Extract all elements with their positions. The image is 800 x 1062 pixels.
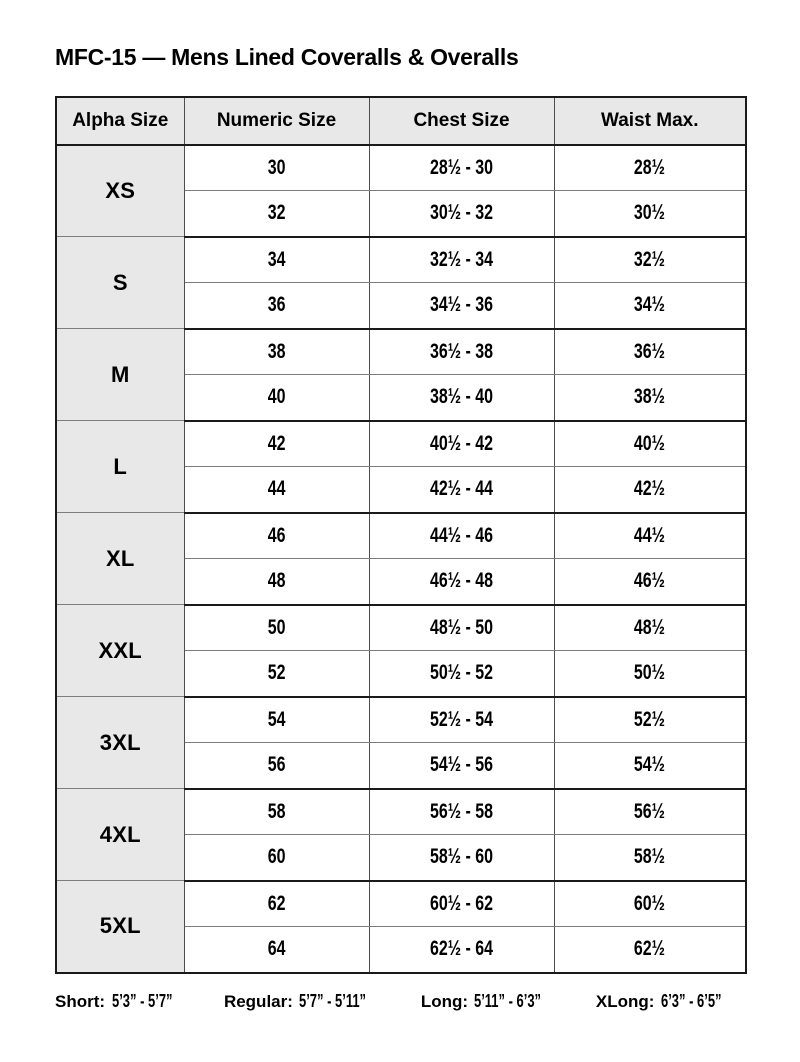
numeric-size-cell — [184, 467, 369, 513]
waist-size-cell — [554, 237, 746, 283]
chest-size-value: 62½ - 64 — [429, 937, 494, 961]
waist-size-value: 30½ — [634, 201, 666, 225]
numeric-size-cell — [184, 881, 369, 927]
waist-size-cell — [554, 467, 746, 513]
header-row — [56, 97, 746, 145]
chest-size-value: 50½ - 52 — [429, 661, 494, 685]
numeric-size-value: 34 — [267, 247, 286, 271]
chest-size-cell — [369, 835, 554, 881]
alpha-size-cell: 4XL — [56, 789, 184, 881]
chest-size-value: 40½ - 42 — [429, 431, 494, 455]
alpha-size-cell: 5XL — [56, 881, 184, 973]
waist-size-value: 34½ — [634, 293, 666, 317]
waist-size-cell — [554, 881, 746, 927]
table-row — [56, 237, 746, 283]
numeric-size-value: 48 — [267, 569, 286, 593]
height-range-xlong — [596, 991, 745, 1012]
numeric-size-cell — [184, 927, 369, 973]
waist-size-value: 44½ — [634, 523, 666, 547]
chest-size-cell — [369, 329, 554, 375]
numeric-size-value: 64 — [267, 937, 286, 961]
waist-size-cell — [554, 513, 746, 559]
chest-size-cell — [369, 375, 554, 421]
waist-size-cell — [554, 559, 746, 605]
chest-size-cell — [369, 697, 554, 743]
chest-size-cell — [369, 927, 554, 973]
chest-size-cell — [369, 467, 554, 513]
numeric-size-value: 60 — [267, 845, 286, 869]
waist-size-value: 38½ — [634, 385, 666, 409]
chest-size-value: 56½ - 58 — [429, 799, 494, 823]
header-waist-max: Waist Max. — [554, 97, 746, 145]
waist-size-cell — [554, 329, 746, 375]
chest-size-value: 28½ - 30 — [429, 155, 494, 179]
numeric-size-value: 50 — [267, 615, 286, 639]
alpha-size-cell: XL — [56, 513, 184, 605]
waist-size-cell — [554, 421, 746, 467]
waist-size-value: 54½ — [634, 753, 666, 777]
waist-size-value: 32½ — [634, 247, 666, 271]
height-range-label: Long: — [420, 991, 469, 1011]
chest-size-cell — [369, 605, 554, 651]
height-range-value: 5’11” - 6’3” — [474, 990, 542, 1011]
table-row — [56, 513, 746, 559]
height-range-short — [55, 991, 196, 1012]
chest-size-cell — [369, 789, 554, 835]
height-range-label: XLong: — [595, 991, 655, 1011]
height-range-value: 5’7” - 5’11” — [299, 990, 367, 1011]
waist-size-value: 42½ — [634, 477, 666, 501]
table-header — [56, 97, 746, 145]
chest-size-value: 36½ - 38 — [429, 339, 494, 363]
height-range-label: Regular: — [223, 991, 293, 1011]
chest-size-value: 30½ - 32 — [429, 201, 494, 225]
numeric-size-cell — [184, 283, 369, 329]
numeric-size-value: 54 — [267, 707, 286, 731]
numeric-size-cell — [184, 145, 369, 191]
chest-size-value: 42½ - 44 — [429, 477, 494, 501]
waist-size-value: 52½ — [634, 707, 666, 731]
table-row — [56, 605, 746, 651]
numeric-size-value: 46 — [267, 523, 286, 547]
height-range-value: 6’3” - 6’5” — [660, 990, 722, 1011]
page-title: MFC-15 — Mens Lined Coveralls & Overalls — [55, 44, 519, 70]
waist-size-cell — [554, 927, 746, 973]
waist-size-cell — [554, 651, 746, 697]
chest-size-cell — [369, 881, 554, 927]
height-range-value: 5’3” - 5’7” — [111, 990, 173, 1011]
numeric-size-cell — [184, 651, 369, 697]
waist-size-value: 60½ — [634, 891, 666, 915]
numeric-size-cell — [184, 697, 369, 743]
waist-size-cell — [554, 145, 746, 191]
waist-size-value: 58½ — [634, 845, 666, 869]
waist-size-cell — [554, 605, 746, 651]
numeric-size-cell — [184, 191, 369, 237]
numeric-size-cell — [184, 559, 369, 605]
table-row — [56, 329, 746, 375]
numeric-size-value: 58 — [267, 799, 286, 823]
chest-size-value: 46½ - 48 — [429, 569, 494, 593]
alpha-size-cell: L — [56, 421, 184, 513]
chest-size-cell — [369, 421, 554, 467]
chest-size-cell — [369, 191, 554, 237]
numeric-size-value: 44 — [267, 477, 286, 501]
waist-size-cell — [554, 789, 746, 835]
chest-size-value: 60½ - 62 — [429, 891, 494, 915]
alpha-size-cell: XS — [56, 145, 184, 237]
alpha-size-cell: S — [56, 237, 184, 329]
numeric-size-cell — [184, 421, 369, 467]
height-range-long — [421, 991, 568, 1012]
size-chart-body — [56, 145, 746, 973]
numeric-size-cell — [184, 835, 369, 881]
header-chest-size: Chest Size — [369, 97, 554, 145]
chest-size-value: 38½ - 40 — [429, 385, 494, 409]
header-alpha-size: Alpha Size — [56, 97, 184, 145]
chest-size-cell — [369, 283, 554, 329]
chest-size-value: 48½ - 50 — [429, 615, 494, 639]
waist-size-cell — [554, 191, 746, 237]
height-ranges — [55, 991, 745, 1012]
numeric-size-value: 30 — [267, 155, 286, 179]
numeric-size-value: 62 — [267, 891, 286, 915]
waist-size-cell — [554, 375, 746, 421]
size-chart-table — [55, 96, 747, 974]
numeric-size-value: 32 — [267, 201, 286, 225]
numeric-size-cell — [184, 375, 369, 421]
numeric-size-cell — [184, 237, 369, 283]
numeric-size-value: 36 — [267, 293, 286, 317]
waist-size-value: 36½ — [634, 339, 666, 363]
chest-size-value: 34½ - 36 — [429, 293, 494, 317]
numeric-size-cell — [184, 513, 369, 559]
table-row — [56, 697, 746, 743]
numeric-size-cell — [184, 329, 369, 375]
chest-size-value: 58½ - 60 — [429, 845, 494, 869]
numeric-size-value: 52 — [267, 661, 286, 685]
numeric-size-value: 40 — [267, 385, 286, 409]
chest-size-cell — [369, 651, 554, 697]
alpha-size-cell: M — [56, 329, 184, 421]
chest-size-value: 32½ - 34 — [429, 247, 494, 271]
numeric-size-cell — [184, 605, 369, 651]
height-range-regular — [224, 991, 392, 1012]
numeric-size-value: 56 — [267, 753, 286, 777]
waist-size-value: 62½ — [634, 937, 666, 961]
waist-size-value: 40½ — [634, 431, 666, 455]
waist-size-value: 50½ — [634, 661, 666, 685]
waist-size-value: 48½ — [634, 615, 666, 639]
numeric-size-cell — [184, 743, 369, 789]
chest-size-cell — [369, 559, 554, 605]
table-row — [56, 145, 746, 191]
height-range-label: Short: — [55, 991, 106, 1011]
chest-size-cell — [369, 237, 554, 283]
waist-size-value: 46½ — [634, 569, 666, 593]
waist-size-cell — [554, 743, 746, 789]
numeric-size-value: 38 — [267, 339, 286, 363]
header-numeric-size: Numeric Size — [184, 97, 369, 145]
table-row — [56, 881, 746, 927]
alpha-size-cell: 3XL — [56, 697, 184, 789]
chest-size-value: 54½ - 56 — [429, 753, 494, 777]
waist-size-value: 28½ — [634, 155, 666, 179]
waist-size-cell — [554, 283, 746, 329]
chest-size-cell — [369, 513, 554, 559]
waist-size-cell — [554, 697, 746, 743]
numeric-size-value: 42 — [267, 431, 286, 455]
chest-size-value: 44½ - 46 — [429, 523, 494, 547]
chest-size-cell — [369, 145, 554, 191]
waist-size-cell — [554, 835, 746, 881]
table-row — [56, 789, 746, 835]
table-row — [56, 421, 746, 467]
chest-size-value: 52½ - 54 — [429, 707, 494, 731]
alpha-size-cell: XXL — [56, 605, 184, 697]
waist-size-value: 56½ — [634, 799, 666, 823]
numeric-size-cell — [184, 789, 369, 835]
chest-size-cell — [369, 743, 554, 789]
